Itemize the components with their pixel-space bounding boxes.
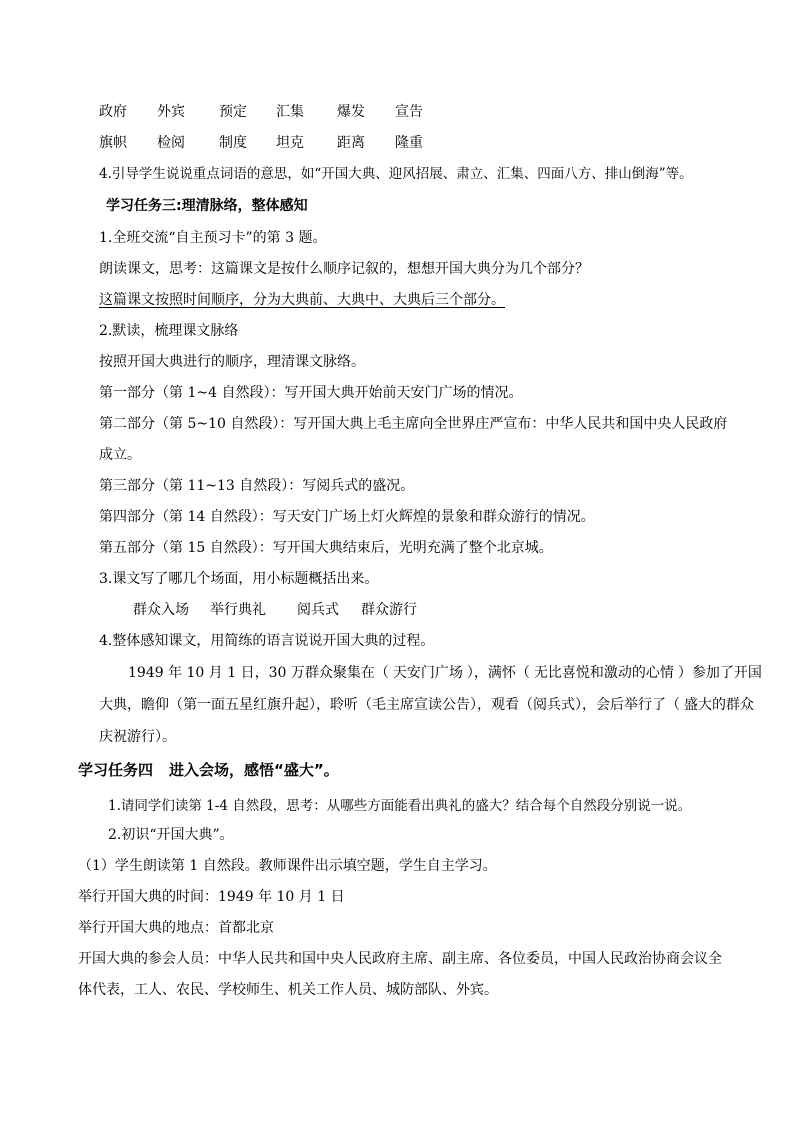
task-4-line-1: 1.请同学们读第 1-4 自然段，思考：从哪些方面能看出典礼的盛大？结合每个自然段分别说一说。 [108, 798, 692, 814]
task-4-title: 进入会场，感悟“盛大”。 [169, 761, 339, 779]
summary-text: 1949 年 10 月 1 日，30 万群众聚集在（ [128, 665, 389, 681]
scene-title: 群众游行 [361, 602, 417, 618]
fill-answer: 天安门广场 [392, 665, 463, 681]
task-3-line-2: 2.默读，梳理课文脉络 [99, 323, 239, 339]
vocab-word: 检阅 [157, 135, 185, 151]
item-4-key-words: 4.引导学生说说重点词语的意思，如“开国大典、迎风招展、肃立、汇集、四面八方、排山倒海”等。 [99, 166, 693, 182]
task-4-heading [78, 761, 339, 779]
task-4-line-3: （1）学生朗读第 1 自然段。教师课件出示填空题，学生自主学习。 [78, 858, 497, 874]
task-3-answer: 这篇课文按照时间顺序，分为大典前、大典中、大典后三个部分。 [99, 292, 505, 308]
summary-text: ）。 [155, 729, 176, 745]
vocab-row-1 [99, 103, 423, 121]
fill-answer: 庆祝游行 [99, 729, 155, 745]
part-2: 第二部分（第 5~10 自然段）：写开国大典上毛主席向全世界庄严宣布：中华人民共和国中央人民政府 [99, 416, 728, 432]
task-3-line-3: 按照开国大典进行的顺序，理清课文脉络。 [99, 354, 365, 370]
fill-answer: 毛主席宣读公告 [372, 697, 470, 713]
vocab-word: 宣告 [395, 104, 423, 120]
scene-titles [133, 601, 425, 619]
summary-text: ），聆听（ [309, 697, 372, 713]
fill-answer: 盛大的群众 [684, 697, 754, 713]
vocab-word: 政府 [99, 104, 127, 120]
vocab-word: 坦克 [276, 135, 304, 151]
summary-line-1 [128, 664, 762, 682]
vocab-word: 隆重 [395, 135, 423, 151]
part-4: 第四部分（第 14 自然段）：写天安门广场上灯火辉煌的景象和群众游行的情况。 [99, 509, 595, 525]
part-5: 第五部分（第 15 自然段）：写开国大典结束后，光明充满了整个北京城。 [99, 540, 553, 556]
vocab-word: 距离 [337, 135, 365, 151]
scene-title: 阅兵式 [297, 602, 339, 618]
summary-text: 大典，瞻仰（ [99, 697, 183, 713]
task-4-line-2: 2.初识“开国大典”。 [108, 827, 234, 843]
task-4-label: 学习任务四 [78, 761, 154, 779]
fill-answer: 无比喜悦和激动的心情 [533, 665, 674, 681]
vocab-word: 汇集 [276, 104, 304, 120]
fill-answer: 阅兵式 [533, 697, 575, 713]
ceremony-time: 举行开国大典的时间：1949 年 10 月 1 日 [78, 889, 345, 905]
task-3-heading: 学习任务三:理清脉络，整体感知 [106, 198, 308, 214]
part-2-continued: 成立。 [99, 447, 141, 463]
summary-line-3 [99, 728, 176, 746]
vocab-word: 爆发 [337, 104, 365, 120]
vocab-word: 制度 [219, 135, 247, 151]
ceremony-place: 举行开国大典的地点：首都北京 [78, 920, 274, 936]
task-3-question: 朗读课文，思考：这篇课文是按什么顺序记叙的，想想开国大典分为几个部分？ [99, 261, 589, 277]
ceremony-attendees-continued: 体代表，工人、农民、学校师生、机关工作人员、城防部队、外宾。 [78, 982, 498, 998]
vocab-row-2 [99, 134, 423, 152]
part-1: 第一部分（第 1~4 自然段）：写开国大典开始前天安门广场的情况。 [99, 385, 523, 401]
summary-line-2 [99, 696, 754, 714]
summary-text: ），观看（ [470, 697, 533, 713]
summary-text: ）参加了开国 [677, 665, 762, 681]
task-3-line-5: 4.整体感知课文，用简练的语言说说开国大典的过程。 [99, 633, 435, 649]
vocab-word: 旗帜 [99, 135, 127, 151]
fill-answer: 第一面五星红旗升起 [183, 697, 309, 713]
part-3: 第三部分（第 11~13 自然段）：写阅兵式的盛况。 [99, 478, 415, 494]
task-3-line-4: 3.课文写了哪几个场面，用小标题概括出来。 [99, 571, 379, 587]
scene-title: 群众入场 [133, 602, 189, 618]
summary-text: ），满怀（ [466, 665, 530, 681]
scene-title: 举行典礼 [210, 602, 266, 618]
vocab-word: 预定 [219, 104, 247, 120]
ceremony-attendees: 开国大典的参会人员：中华人民共和国中央人民政府主席、副主席、各位委员，中国人民政治协商会议全 [78, 951, 722, 967]
task-3-line-1: 1.全班交流“自主预习卡”的第 3 题。 [99, 230, 327, 246]
vocab-word: 外宾 [157, 104, 185, 120]
summary-text: ），会后举行了（ [575, 697, 680, 713]
